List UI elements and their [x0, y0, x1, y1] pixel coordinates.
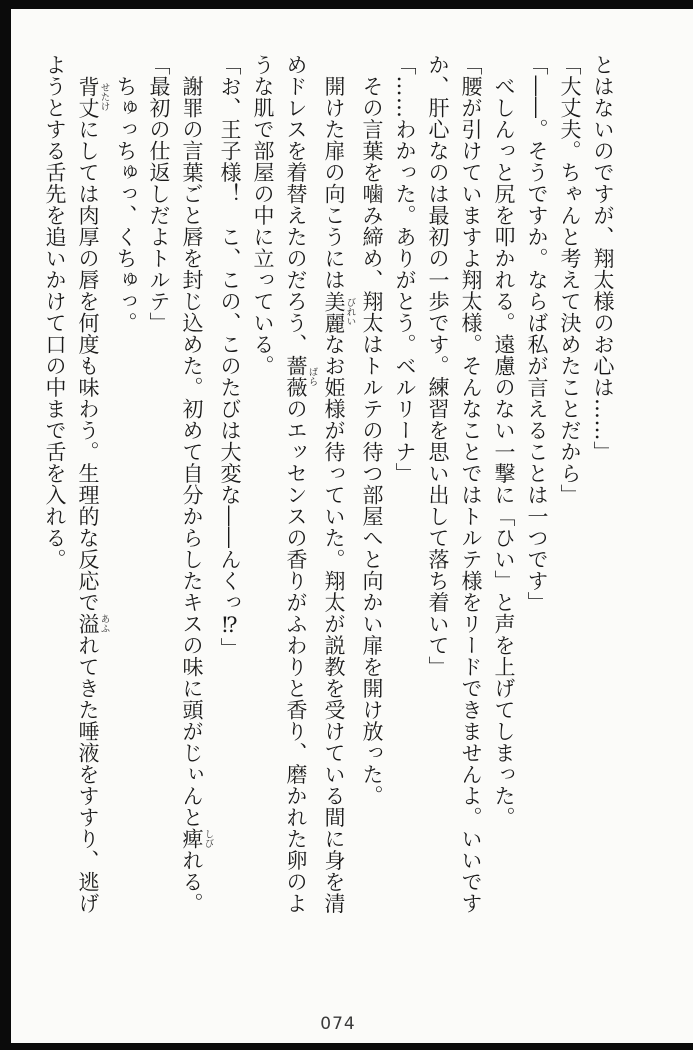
- text-line: 開けた扉の向こうには美麗びれいなお姫様が待っていた。翔太が説教を受けている間に身を清: [322, 54, 356, 914]
- scan-border-left: [0, 0, 11, 1050]
- text-line: とはないのですが、翔太様のお心は……」: [591, 54, 615, 463]
- scan-border-bottom: [0, 1043, 693, 1050]
- text-line: 「最初の仕返しだよトルテ」: [147, 54, 171, 334]
- text-line: その言葉を噛み締め、翔太はトルテの待つ部屋へと向かい扉を開け放った。: [360, 54, 384, 807]
- furigana-ruby: 背丈せたけ: [76, 75, 110, 119]
- text-line: 「……わかった。ありがとう。ベルリーナ」: [393, 54, 417, 484]
- text-line: 背丈せたけにしては肉厚の唇を何度も味わう。生理的な反応で溢あふれてきた唾液をすすり、逃げ: [76, 75, 110, 914]
- text-line: ようとする舌先を追いかけて口の中まで舌を入れる。: [43, 54, 67, 570]
- text-line: 謝罪の言葉ごと唇を封じ込めた。初めて自分からしたキスの味に頭がじぃんと痺しびれる。: [180, 54, 214, 914]
- text-line: めドレスを着替えたのだろう、薔薇ばらのエッセンスの香りがふわりと香り、磨かれた卵のよ: [284, 54, 318, 914]
- text-line: 「お、王子様！ こ、この、このたびは大変な――んくっ⁉」: [218, 54, 242, 659]
- page-number: 074: [320, 1014, 356, 1034]
- text-line: ちゅっちゅっ、くちゅっ。: [114, 54, 138, 334]
- furigana-ruby: 薔薇ばら: [284, 355, 318, 398]
- text-line: か、肝心なのは最初の一歩です。練習を思い出して落ち着いて」: [426, 54, 450, 678]
- main-text-block: [43, 54, 619, 962]
- text-line: 「大丈夫。ちゃんと考えて決めたことだから」: [558, 54, 582, 506]
- furigana-ruby: 痺しび: [180, 828, 214, 850]
- scan-border-top: [0, 0, 693, 9]
- text-line: 「腰が引けていますよ翔太様。そんなことではトルテ様をリードできませんよ。いいです: [459, 54, 483, 914]
- furigana-ruby: 美麗びれい: [322, 290, 356, 334]
- text-line: うな肌で部屋の中に立っている。: [251, 54, 275, 377]
- furigana-ruby: 溢あふ: [76, 613, 110, 635]
- text-line: 「――。そうですか。ならば私が言えることは一つです」: [525, 54, 549, 613]
- text-line: べしんっと尻を叩かれる。遠慮のない一撃に「ひい」と声を上げてしまった。: [492, 54, 516, 828]
